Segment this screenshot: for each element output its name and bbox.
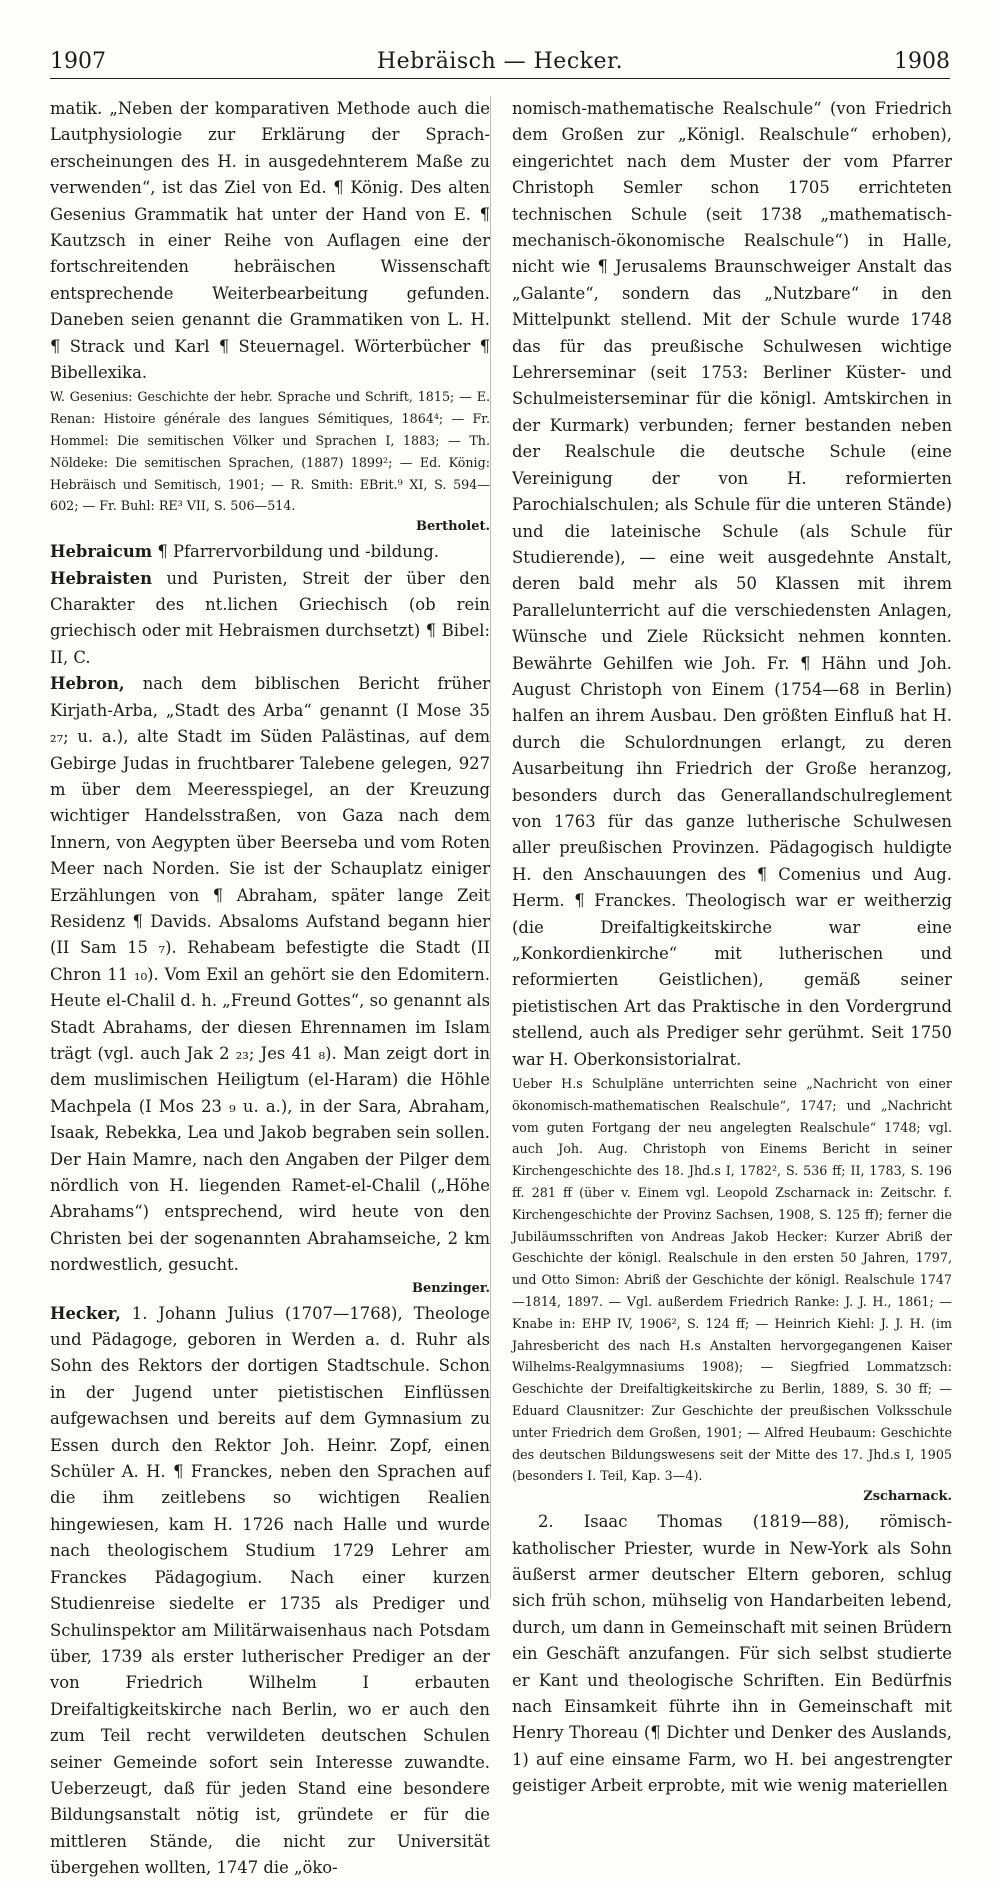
hecker-continuation: nomisch-mathematische Realschule“ (von Friedrich dem Großen zur „Königl. Realschule“ erhoben), eingerichtet nach dem Muster der vom Pfarrer Christoph Semler schon 1705 errichteten technischen Schule (seit 1738 „mathematisch-mechanisch-ökonomische Realschule“) in Halle, nicht wie ¶ Jerusalems Braunschweiger Anstalt das „Galante“, sondern das „Nutzbare“ in den Mittelpunkt stellend. Mit der Schule wurde 1748 das für das preußische Schulwesen wichtige Lehrerseminar (seit 1753: Berliner Küster- und Schulmeisterseminar für die königl. Amtskirchen in der Kurmark) verbunden; ferner bestanden neben der Realschule die deutsche Schule (eine Vereinigung der von H. reformierten Parochialschulen; als Schule für die unteren Stände) und die lateinische Schule (als Schule für Studierende), — eine weit ausgedehnte Anstalt, deren bald mehr als 50 Klassen mit ihrem Parallelunterricht auf die verschiedensten Anlagen, Wünsche und Ziele Rücksicht nehmen konnten. Bewährte Gehilfen wie Joh. Fr. ¶ Hähn und Joh. August Christoph von Einem (1754—68 in Berlin) halfen an ihrem Ausbau. Den größten Einfluß hat H. durch die Schulordnungen erlangt, zu deren Ausarbeitung ihn Friedrich der Große heranzog, besonders durch das Generallandschulreglement von 1763 für das ganze lutherische Schulwesen aller preußischen Provinzen. Pädagogisch huldigte H. den Anschauungen des ¶ Comenius und Aug. Herm. ¶ Franckes. Theologisch war er weitherzig (die Dreifaltigkeitskirche war eine „Konkordienkirche“ mit lutherischen und reformierten Geistlichen), gemäß seiner pietistischen Art das Praktische in den Vordergrund stellend, auch als Prediger sehr gerühmt. Seit 1750 war H. Oberkonsistorialrat. [512,99,952,1069]
entry-text: nach dem biblischen Bericht früher Kirjath-Arba, „Stadt des Arba“ genannt (I Mose 35 ₂₇; u. a.), alte Stadt im Süden Palästinas, auf dem Gebirge Judas in fruchtbarer Talebene gelegen, 927 m über dem Meeresspiegel, an der Kreuzung wichtiger Handelsstraßen, von Gaza nach dem Innern, von Aegypten über Beerseba und vom Roten Meer nach Norden. Sie ist der Schauplatz einiger Erzählungen von ¶ Abraham, später lange Zeit Residenz ¶ Davids. Absaloms Aufstand begann hier (II Sam 15 ₇). Rehabeam befestigte die Stadt (II Chron 11 ₁₀). Vom Exil an gehört sie den Edomitern. Heute el-Chalil d. h. „Freund Gottes“, so genannt als Stadt Abrahams, der diesen Ehrennamen im Islam trägt (vgl. auch Jak 2 ₂₃; Jes 41 ₈). Man zeigt dort in dem muslimischen Heiligtum (el-Haram) die Höhle Machpela (I Mos 23 ₉ u. a.), in der Sara, Abraham, Isaak, Rebekka, Lea und Jakob begraben sein sollen. Der Hain Mamre, nach den Angaben der Pilger dem nördlich von H. liegenden Ramet-el-Chalil („Höhe Abrahams“) entsprechend, wird heute von den Christen bei der sogenannten Abrahamseiche, 2 km nordwestlich, gesucht. [50,674,490,1275]
entry-hecker [50,1301,490,1882]
headword: Hebraisten [50,568,153,588]
author-signature: Bertholet. [416,519,490,535]
running-title: Hebräisch — Hecker. [376,48,624,74]
entry-hebraisten [50,566,490,672]
entry-hebraicum [50,539,490,565]
running-header [50,44,950,79]
entry-text: ¶ Pfarrervorbildung und -bildung. [152,542,439,562]
entry-hebron [50,671,490,1278]
headword: Hebraicum [50,542,153,562]
page-number-left: 1907 [50,48,106,74]
entry-text: 1. Johann Julius (1707—1768), Theologe und Pädagoge, geboren in Werden a. d. Ruhr als Sohn des Rektors der dortigen Stadtschule. Schon in der Jugend unter pietistischen Einflüssen aufgewachsen und bereits auf dem Gymnasium zu Essen durch den Rektor Joh. Heinr. Zopf, einen Schüler A. H. ¶ Franckes, neben den Sprachen auf die ihm zeitlebens so wichtigen Realien hingewiesen, kam H. 1726 nach Halle und wurde nach theologischem Studium 1729 Lehrer am Franckes Pädagogium. Nach einer kurzen Studienreise siedelte er 1735 als Prediger und Schulinspektor am Militärwaisenhaus nach Potsdam über, 1739 als erster lutherischer Prediger an der von Friedrich Wilhelm I erbauten Dreifaltigkeitskirche nach Berlin, wo er auch den zum Teil recht verwildeten deutschen Schulen seiner Gemeinde sofort sein Interesse zuwandte. Ueberzeugt, daß für jeden Stand eine besondere Bildungsanstalt nötig ist, gründete er für die mittleren Stände, die nicht zur Universität übergehen wollten, 1747 die „öko- [50,1303,490,1878]
left-column [50,96,490,1878]
headword: Hecker, [50,1303,121,1323]
entry-text: und Puristen, Streit der über den Charakter des nt.lichen Griechisch (ob rein griechisch oder mit Hebraismen durchsetzt) ¶ Bibel: II, C. [50,568,490,667]
headword: Hebron, [50,674,125,694]
author-signature: Zscharnack. [863,1489,952,1505]
entry-hecker-isaac-thomas: 2. Isaac Thomas (1819—88), römisch-katholischer Priester, wurde in New-York als Sohn äußerst armer deutscher Eltern geboren, schlug sich früh schon, mühselig von Handarbeiten lebend, durch, um dann in Gemeinschaft mit seinen Brüdern ein Geschäft anzufangen. Für sich selbst studierte er Kant und theologische Schriften. Ein Bedürfnis nach Einsamkeit führte ihn in Gemeinschaft mit Henry Thoreau (¶ Dichter und Denker des Auslands, 1) auf eine einsame Farm, wo H. bei angestrengter geistiger Arbeit erprobte, mit wie wenig materiellen [512,1512,952,1796]
right-column [512,96,952,1796]
page-number-right: 1908 [893,48,950,74]
gesenius-paragraph: matik. „Neben der komparativen Methode auch die Lautphysiologie zur Erklärung der Sprach-erscheinungen des H. in ausgedehnterem Maße zu verwenden“, ist das Ziel von Ed. ¶ König. Des alten Gesenius Grammatik hat unter der Hand von E. ¶ Kautzsch in einer Reihe von Auflagen eine der fortschreitenden hebräischen Wissenschaft entsprechende Weiterbearbeitung gefunden. Daneben seien genannt die Grammatiken von L. H. ¶ Strack und Karl ¶ Steuernagel. Wörterbücher ¶ Bibellexika. [50,99,490,383]
column-divider [490,96,491,1599]
bibliography-hecker: Ueber H.s Schulpläne unterrichten seine „Nachricht von einer ökonomisch-mathematischen Realschule“, 1747; und „Nachricht vom guten Fortgang der neu angelegten Realschule“ 1748; vgl. auch Joh. Aug. Christoph von Einems Bericht in seiner Kirchengeschichte des 18. Jhd.s I, 1782², S. 536 ff; II, 1783, S. 196 ff. 281 ff (über v. Einem vgl. Leopold Zscharnack in: Zeitschr. f. Kirchengeschichte der Provinz Sachsen, 1908, S. 125 ff); ferner die Jubiläumsschriften von Andreas Jakob Hecker: Kurzer Abriß der Geschichte der königl. Realschule in den ersten 50 Jahren, 1797, und Otto Simon: Abriß der Geschichte der königl. Realschule 1747—1814, 1897. — Vgl. außerdem Friedrich Ranke: J. J. H., 1861; — Knabe in: EHP IV, 1906², S. 124 ff; — Heinrich Kiehl: J. J. H. (im Jahresbericht des nach H.s Anstalten hervorgegangenen Kaiser Wilhelms-Realgymnasiums 1908); — Siegfried Lommatzsch: Geschichte der Dreifaltigkeitskirche zu Berlin, 1889, S. 30 ff; — Eduard Clausnitzer: Zur Geschichte der preußischen Volksschule unter Friedrich dem Großen, 1901; — Alfred Heubaum: Geschichte des deutschen Bildungswesens seit der Mitte des 17. Jhd.s I, 1905 (besonders I. Teil, Kap. 3—4). [512,1076,952,1484]
author-signature: Benzinger. [411,1280,490,1296]
bibliography-hebraeisch: W. Gesenius: Geschichte der hebr. Sprache und Schrift, 1815; — E. Renan: Histoire générale des langues Sémitiques, 1864⁴; — Fr. Hommel: Die semitischen Völker und Sprachen I, 1883; — Th. Nöldeke: Die semitischen Sprachen, (1887) 1899²; — Ed. König: Hebräisch und Semitisch, 1901; — R. Smith: EBrit.⁹ XI, S. 594—602; — Fr. Buhl: RE³ VII, S. 506—514. [50,389,490,514]
